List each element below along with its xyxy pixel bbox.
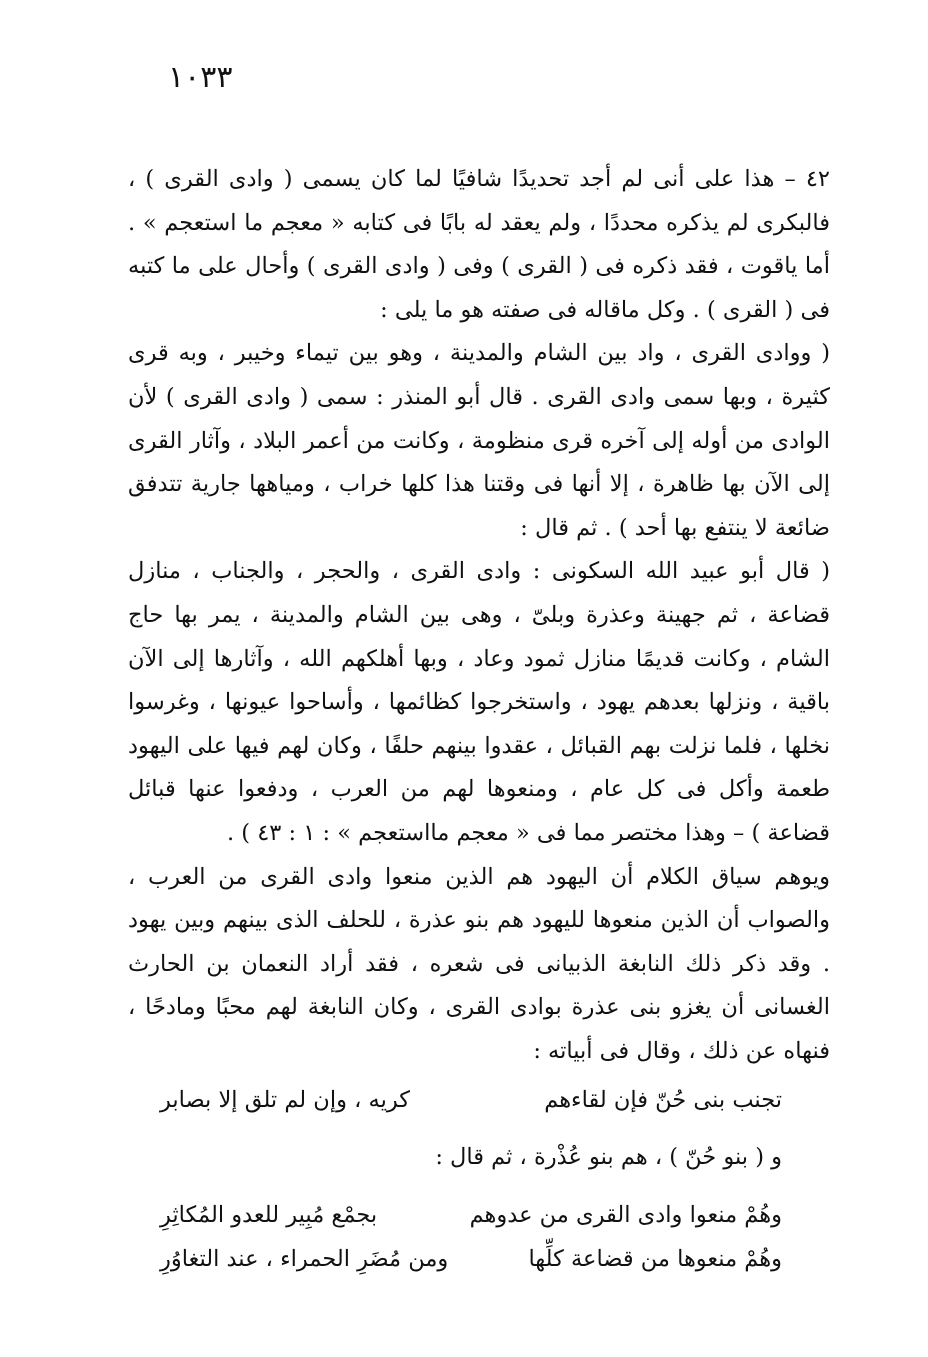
verse-first-hemistich: وهُمْ منعوا وادى القرى من عدوهم: [469, 1202, 782, 1228]
verse-first-hemistich: وهُمْ منعوها من قضاعة كلِّها: [528, 1246, 782, 1272]
page-number: ١٠٣٣: [168, 60, 233, 95]
paragraph-4: ويوهم سياق الكلام أن اليهود هم الذين منعوا وادى القرى من العرب ، والصواب أن الذين منعوها لليهود هم بنو عذرة ، للحلف الذى بينهم وبين يهود . وقد ذكر ذلك النابغة الذبيانى فى شعره ، فقد أراد النعمان بن الحارث الغسانى أن يغزو بنى عذرة بوادى القرى ، وكان النابغة لهم محبًا ومادحًا ، فنهاه عن ذلك ، وقال فى أبياته :: [128, 863, 830, 1064]
verse-line: [160, 1200, 782, 1232]
verse-second-hemistich: ومن مُضَرِ الحمراء ، عند التغاوُرِ: [160, 1246, 449, 1272]
note-line: و ( بنو حُنّ ) ، هم بنو عُذْرة ، ثم قال :: [435, 1144, 782, 1170]
paragraph-2: ( ووادى القرى ، واد بين الشام والمدينة ، وهو بين تيماء وخيبر ، وبه قرى كثيرة ، وبها سمى وادى القرى . قال أبو المنذر : سمى ( وادى القرى ) لأن الوادى من أوله إلى آخره قرى منظومة ، وكانت من أعمر البلاد ، وآثار القرى إلى الآن بها ظاهرة ، إلا أنها فى وقتنا هذا كلها خراب ، ومياهها جارية تتدفق ضائعة لا ينتفع بها أحد ) . ثم قال :: [128, 340, 830, 541]
verse-second-hemistich: كريه ، وإن لم تلق إلا بصابر: [160, 1087, 410, 1113]
verse-line: [160, 1244, 782, 1276]
paragraph-1: ٤٢ – هذا على أنى لم أجد تحديدًا شافيًا لما كان يسمى ( وادى القرى ) ، فالبكرى لم يذكره محددًا ، ولم يعقد له بابًا فى كتابه « معجم ما استعجم » . أما ياقوت ، فقد ذكره فى ( القرى ) وفى ( وادى القرى ) وأحال على ما كتبه فى ( القرى ) . وكل ماقاله فى صفته هو ما يلى :: [128, 166, 830, 323]
verse-second-hemistich: بجمْع مُبِير للعدو المُكاثِرِ: [160, 1202, 378, 1228]
verse-first-hemistich: تجنب بنى حُنّ فإن لقاءهم: [544, 1087, 782, 1113]
verse-line: [160, 1085, 782, 1117]
body-text: [128, 158, 830, 1073]
paragraph-3: ( قال أبو عبيد الله السكونى : وادى القرى ، والحجر ، والجناب ، منازل قضاعة ، ثم جهينة وعذرة وبلىّ ، وهى بين الشام والمدينة ، يمر بها حاج الشام ، وكانت قديمًا منازل ثمود وعاد ، وبها أهلكهم الله ، وآثارها إلى الآن باقية ، ونزلها بعدهم يهود ، واستخرجوا كظائمها ، وأساحوا عيونها ، وغرسوا نخلها ، فلما نزلت بهم القبائل ، عقدوا بينهم حلفًا ، وكان لهم فيها على اليهود طعمة وأكل فى كل عام ، ومنعوها لهم من العرب ، ودفعوا عنها قبائل قضاعة ) – وهذا مختصر مما فى « معجم مااستعجم » : ١ : ٤٣ ) .: [128, 558, 830, 846]
